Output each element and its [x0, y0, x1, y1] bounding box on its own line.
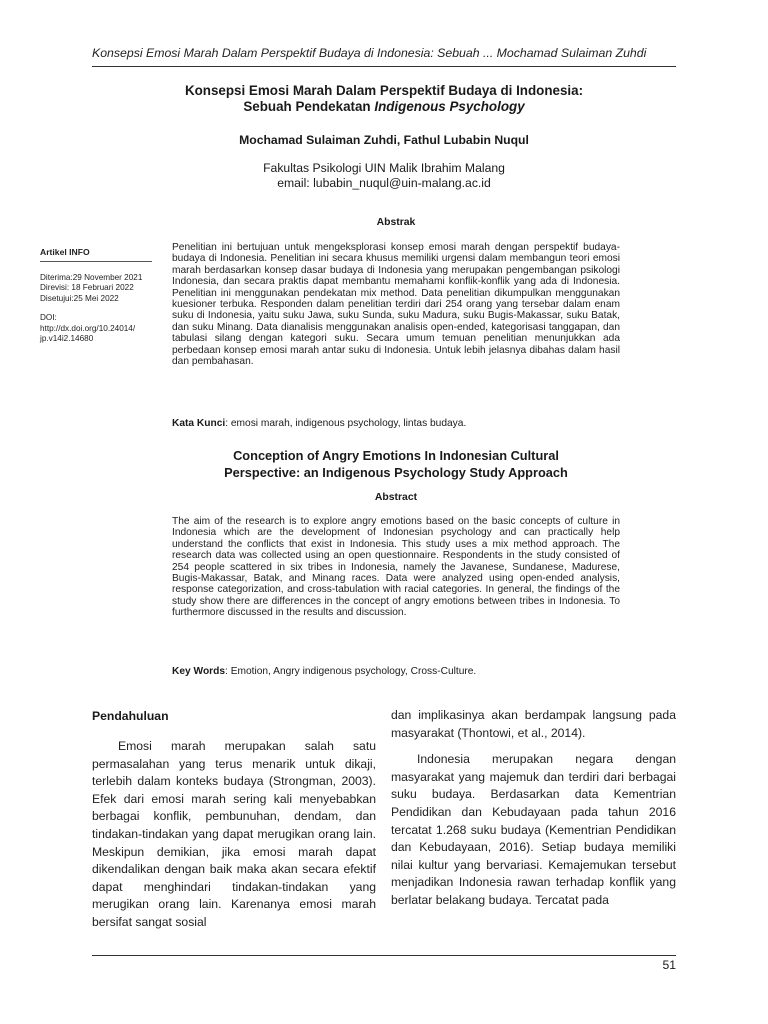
title-line-2-text: Sebuah Pendekatan — [243, 99, 375, 114]
author-email: email: lubabin_nuqul@uin-malang.ac.id — [277, 176, 491, 190]
date-accepted: Disetujui:25 Mei 2022 — [40, 293, 119, 303]
abstract-text: The aim of the research is to explore angry emotions based on the basic concepts of culture in Indonesia which are the development of Indonesian psychology and can practically help understand the conflicts that exist in Indonesia. This study uses a mix method approach. The research data was collected using an open questionnaire. Respondents in the study consisted of 254 people scattered in six tribes in Indonesia, namely the Javanese, Sundanese, Madurese, Bugis-Makassar, Batak, and Minang races. Data were analyzed using open-ended analysis, response categorization, and cross-tabulation with racial categories. In general, the findings of the study show there are differences in the concept of angry emotions between tribes in Indonesia. To furthermore discussed in the results and discussion. — [172, 516, 620, 619]
kata-kunci-values: : emosi marah, indigenous psychology, lintas budaya. — [225, 418, 467, 429]
english-title-line-2: Perspective: an Indigenous Psychology Study Approach — [224, 464, 568, 480]
footer-rule — [92, 955, 676, 956]
body-paragraph: Emosi marah merupakan salah satu permasalahan yang terus menarik untuk dikaji, terlebih dalam konteks budaya (Strongman, 2003). Efek dari emosi marah sering kali menyebabkan berbagai konflik, pembunuhan, dendam, dan tindakan-tindakan yang dapat merugikan orang lain. Meskipun demikian, jika emosi marah dapat dikendalikan dengan baik maka akan secara efektif dapat menghindari tindakan-tindakan yang merugikan orang lain. Karenanya emosi marah bersifat sangat sosial — [92, 739, 376, 929]
doi-link-line-1[interactable]: http://dx.doi.org/10.24014/ — [40, 323, 136, 333]
institution: Fakultas Psikologi UIN Malik Ibrahim Malang — [263, 161, 505, 175]
section-heading-pendahuluan: Pendahuluan — [92, 709, 169, 723]
kata-kunci-label: Kata Kunci — [172, 418, 226, 429]
english-title-line-1: Conception of Angry Emotions In Indonesian Cultural — [233, 448, 559, 463]
abstrak-heading: Abstrak — [376, 217, 416, 228]
authors: Mochamad Sulaiman Zuhdi, Fathul Lubabin Nuqul — [239, 133, 529, 147]
header-rule — [92, 66, 676, 67]
abstract-heading: Abstract — [374, 492, 418, 503]
title-line-2 — [92, 99, 676, 115]
key-words-values: : Emotion, Angry indigenous psychology, Cross-Culture. — [225, 666, 477, 677]
article-info-heading: Artikel INFO — [40, 247, 90, 257]
doi-link-line-2[interactable]: jp.v14i2.14680 — [40, 334, 94, 343]
body-paragraph-continuation: dan implikasinya akan berdampak langsung pada masyarakat (Thontowi, et al., 2014). — [391, 708, 676, 740]
body-column-left — [92, 738, 376, 932]
title-line-1: Konsepsi Emosi Marah Dalam Perspektif Budaya di Indonesia: — [184, 83, 584, 98]
english-title — [172, 448, 620, 481]
body-paragraph: Indonesia merupakan negara dengan masyarakat yang majemuk dan terdiri dari berbagai suku budaya. Berdasarkan data Kementrian Pendidikan dan Kebudayaan pada tahun 2016 tercatat 1.268 suku budaya (Kementrian Pendidikan dan Kebudayaan, 2016). Setiap budaya memiliki nilai kultur yang bervariasi. Kemajemukan tersebut menjadikan Indonesia rawan terhadap konflik yang berlatar belakang budaya. Tercatat pada — [391, 752, 676, 907]
affiliation — [92, 161, 676, 191]
article-info — [40, 247, 165, 345]
title-line-2-italic: Indigenous Psychology — [374, 99, 525, 114]
date-received: Diterima:29 November 2021 — [40, 272, 143, 282]
paper-title — [92, 83, 676, 115]
key-words-label: Key Words — [172, 666, 226, 677]
date-revised: Direvisi: 18 Februari 2022 — [40, 283, 134, 292]
article-info-rule — [40, 261, 152, 262]
key-words — [172, 666, 620, 677]
abstrak-text: Penelitian ini bertujuan untuk mengeksplorasi konsep emosi marah dengan perspektif budaya-budaya di Indonesia. Penelitian ini secara khusus memiliki urgensi dalam membangun teori emosi marah berdasarkan konsep dasar budaya di Indonesia yang merupakan pengembangan psikologi Indonesia, dan secara praktis dapat membantu memahami konflik-konflik yang ada di Indonesia. Penelitian ini menggunakan pendekatan mix method. Data penelitian dikumpulkan menggunakan kuesioner terbuka. Responden dalam penelitian terdiri dari 254 orang yang tersebar dalam enam suku di Indonesia, yaitu suku Jawa, suku Sunda, suku Madura, suku Bugis-Makassar, suku Batak, dan suku Minang. Data dianalisis menggunakan analisis open-ended, kategorisasi tanggapan, dan tabulasi silang dengan kategori suku. Secara umum temuan penelitian menunjukkan ada perbedaan konsep emosi marah antar suku di Indonesia. Untuk lebih jelasnya dibahas dalam hasil dan pembahasan. — [172, 242, 620, 368]
kata-kunci — [172, 418, 620, 429]
running-head: Konsepsi Emosi Marah Dalam Perspektif Budaya di Indonesia: Sebuah ... Mochamad Sulaiman Zuhdi — [92, 46, 647, 60]
doi-label: DOI: — [40, 313, 57, 322]
page-number: 51 — [662, 958, 676, 972]
body-column-right — [391, 707, 676, 910]
